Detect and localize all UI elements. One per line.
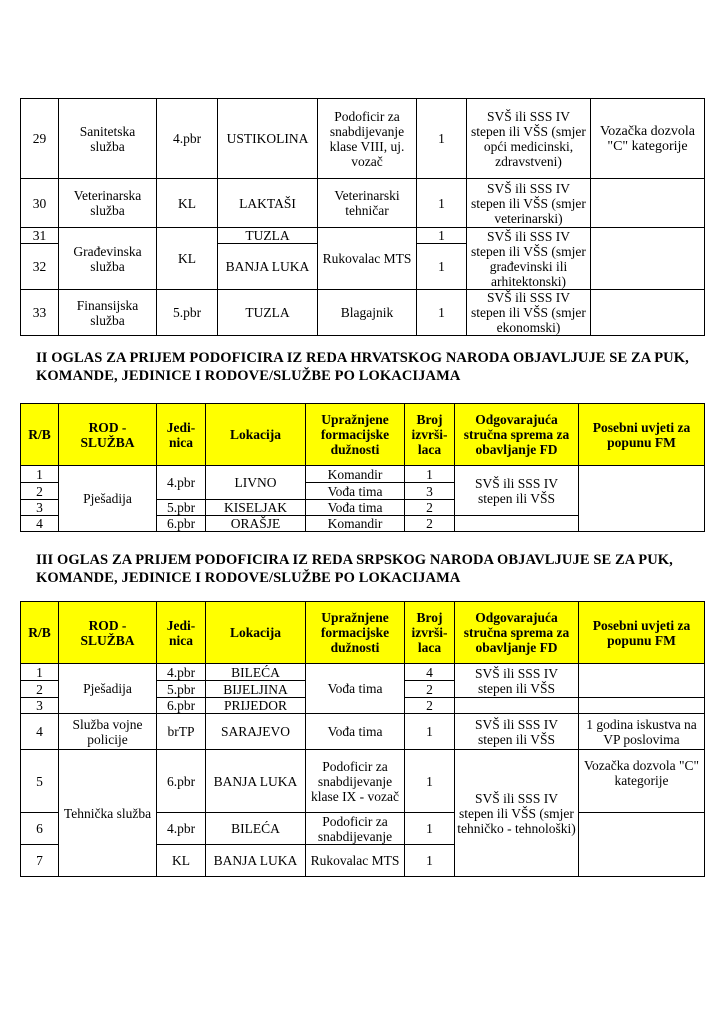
lokacija-cell: ORAŠJE bbox=[206, 516, 306, 532]
lokacija-cell: LAKTAŠI bbox=[218, 179, 318, 228]
header-uvjeti: Posebni uvjeti za popunu FM bbox=[579, 602, 705, 664]
rb-cell: 4 bbox=[21, 516, 59, 532]
broj-cell: 1 bbox=[417, 99, 467, 179]
rb-cell: 3 bbox=[21, 698, 59, 714]
table-row bbox=[21, 99, 705, 179]
uvjeti-cell: 1 godina iskustva na VP poslovima bbox=[579, 714, 705, 750]
table-row bbox=[21, 714, 705, 750]
duznost-cell: Podoficir za snabdijevanje klase VIII, uj. vozač bbox=[318, 99, 417, 179]
lokacija-cell: BILEĆA bbox=[206, 813, 306, 845]
broj-cell: 1 bbox=[417, 290, 467, 336]
rod-cell: Veterinarska služba bbox=[59, 179, 157, 228]
header-jedinica: Jedi- nica bbox=[157, 602, 206, 664]
duznost-cell: Vođa tima bbox=[306, 714, 405, 750]
rb-cell: 32 bbox=[21, 244, 59, 290]
uvjeti-cell bbox=[591, 179, 705, 228]
duznost-cell: Vođa tima bbox=[306, 500, 405, 516]
rb-cell: 5 bbox=[21, 750, 59, 813]
lokacija-cell: PRIJEDOR bbox=[206, 698, 306, 714]
rb-cell: 4 bbox=[21, 714, 59, 750]
rb-cell: 2 bbox=[21, 681, 59, 698]
sprema-cell: SVŠ ili SSS IV stepen ili VŠS bbox=[455, 714, 579, 750]
jedinica-cell: 4.pbr bbox=[157, 664, 206, 681]
table-srpski bbox=[20, 601, 705, 877]
lokacija-cell: BILEĆA bbox=[206, 664, 306, 681]
header-jedinica: Jedi- nica bbox=[157, 404, 206, 466]
header-rb: R/B bbox=[21, 602, 59, 664]
broj-cell: 1 bbox=[405, 714, 455, 750]
rod-cell: Sanitetska služba bbox=[59, 99, 157, 179]
header-rb: R/B bbox=[21, 404, 59, 466]
table-hrvatski bbox=[20, 403, 705, 532]
rb-cell: 3 bbox=[21, 500, 59, 516]
duznost-cell: Komandir bbox=[306, 466, 405, 483]
rb-cell: 1 bbox=[21, 466, 59, 483]
broj-cell: 2 bbox=[405, 516, 455, 532]
jedinica-cell: 6.pbr bbox=[157, 750, 206, 813]
broj-cell: 1 bbox=[405, 813, 455, 845]
lokacija-cell: SARAJEVO bbox=[206, 714, 306, 750]
broj-cell: 1 bbox=[405, 750, 455, 813]
rb-cell: 31 bbox=[21, 228, 59, 244]
sprema-cell bbox=[455, 698, 579, 714]
sprema-cell: SVŠ ili SSS IV stepen ili VŠS bbox=[455, 664, 579, 698]
duznost-cell: Podoficir za snabdijevanje klase IX - vozač bbox=[306, 750, 405, 813]
jedinica-cell: KL bbox=[157, 845, 206, 877]
broj-cell: 4 bbox=[405, 664, 455, 681]
sprema-cell: SVŠ ili SSS IV stepen ili VŠS (smjer opći medicinski, zdravstveni) bbox=[467, 99, 591, 179]
rb-cell: 1 bbox=[21, 664, 59, 681]
uvjeti-cell bbox=[579, 466, 705, 532]
lokacija-cell: USTIKOLINA bbox=[218, 99, 318, 179]
broj-cell: 3 bbox=[405, 483, 455, 500]
jedinica-cell: 4.pbr bbox=[157, 813, 206, 845]
lokacija-cell: BANJA LUKA bbox=[218, 244, 318, 290]
uvjeti-cell bbox=[579, 813, 705, 877]
jedinica-cell: brTP bbox=[157, 714, 206, 750]
header-lokacija: Lokacija bbox=[206, 602, 306, 664]
uvjeti-cell bbox=[591, 290, 705, 336]
sprema-cell: SVŠ ili SSS IV stepen ili VŠS (smjer veterinarski) bbox=[467, 179, 591, 228]
broj-cell: 2 bbox=[405, 500, 455, 516]
jedinica-cell: 4.pbr bbox=[157, 466, 206, 500]
header-lokacija: Lokacija bbox=[206, 404, 306, 466]
header-duznosti: Upražnjene formacijske dužnosti bbox=[306, 404, 405, 466]
broj-cell: 1 bbox=[417, 244, 467, 290]
sprema-cell: SVŠ ili SSS IV stepen ili VŠS bbox=[455, 466, 579, 516]
jedinica-cell: 6.pbr bbox=[157, 516, 206, 532]
rod-cell: Pješadija bbox=[59, 664, 157, 714]
sprema-cell: SVŠ ili SSS IV stepen ili VŠS (smjer tehničko - tehnološki) bbox=[455, 750, 579, 877]
rod-cell: Finansijska služba bbox=[59, 290, 157, 336]
uvjeti-cell: Vozačka dozvola "C" kategorije bbox=[579, 750, 705, 813]
header-sprema: Odgovarajuća stručna sprema za obavljanje FD bbox=[455, 404, 579, 466]
broj-cell: 1 bbox=[405, 845, 455, 877]
rb-cell: 2 bbox=[21, 483, 59, 500]
header-row bbox=[21, 404, 705, 466]
jedinica-cell: 5.pbr bbox=[157, 500, 206, 516]
broj-cell: 1 bbox=[405, 466, 455, 483]
jedinica-cell: 4.pbr bbox=[157, 99, 218, 179]
duznost-cell: Rukovalac MTS bbox=[306, 845, 405, 877]
uvjeti-cell bbox=[591, 228, 705, 290]
sprema-cell: SVŠ ili SSS IV stepen ili VŠS (smjer ekonomski) bbox=[467, 290, 591, 336]
jedinica-cell: 5.pbr bbox=[157, 681, 206, 698]
table-continuation bbox=[20, 98, 705, 336]
jedinica-cell: KL bbox=[157, 228, 218, 290]
rb-cell: 33 bbox=[21, 290, 59, 336]
header-duznosti: Upražnjene formacijske dužnosti bbox=[306, 602, 405, 664]
rb-cell: 30 bbox=[21, 179, 59, 228]
table-row bbox=[21, 664, 705, 681]
rb-cell: 29 bbox=[21, 99, 59, 179]
section-ii-heading: II OGLAS ZA PRIJEM PODOFICIRA IZ REDA HRVATSKOG NARODA OBJAVLJUJE SE ZA PUK, KOMANDE, JEDINICE I RODOVE/SLUŽBE PO LOKACIJAMA bbox=[36, 350, 689, 384]
lokacija-cell: BANJA LUKA bbox=[206, 750, 306, 813]
table-row bbox=[21, 179, 705, 228]
uvjeti-cell: Vozačka dozvola "C" kategorije bbox=[591, 99, 705, 179]
header-row bbox=[21, 602, 705, 664]
duznost-cell: Veterinarski tehničar bbox=[318, 179, 417, 228]
lokacija-cell: TUZLA bbox=[218, 228, 318, 244]
rod-cell: Pješadija bbox=[59, 466, 157, 532]
rod-cell: Tehnička služba bbox=[59, 750, 157, 877]
header-rod: ROD - SLUŽBA bbox=[59, 602, 157, 664]
lokacija-cell: TUZLA bbox=[218, 290, 318, 336]
section-iii-heading: III OGLAS ZA PRIJEM PODOFICIRA IZ REDA SRPSKOG NARODA OBJAVLJUJE SE ZA PUK, KOMANDE, JEDINICE I RODOVE/SLUŽBE PO LOKACIJAMA bbox=[36, 552, 673, 586]
broj-cell: 2 bbox=[405, 681, 455, 698]
header-rod: ROD - SLUŽBA bbox=[59, 404, 157, 466]
lokacija-cell: LIVNO bbox=[206, 466, 306, 500]
rb-cell: 6 bbox=[21, 813, 59, 845]
rb-cell: 7 bbox=[21, 845, 59, 877]
uvjeti-cell bbox=[579, 664, 705, 698]
duznost-cell: Vođa tima bbox=[306, 483, 405, 500]
duznost-cell: Vođa tima bbox=[306, 664, 405, 714]
table-row bbox=[21, 228, 705, 244]
duznost-cell: Komandir bbox=[306, 516, 405, 532]
header-sprema: Odgovarajuća stručna sprema za obavljanje FD bbox=[455, 602, 579, 664]
sprema-cell: SVŠ ili SSS IV stepen ili VŠS (smjer građevinski ili arhitektonski) bbox=[467, 228, 591, 290]
header-broj: Broj izvrši- laca bbox=[405, 602, 455, 664]
header-broj: Broj izvrši- laca bbox=[405, 404, 455, 466]
table-row bbox=[21, 750, 705, 813]
rod-cell: Služba vojne policije bbox=[59, 714, 157, 750]
lokacija-cell: BIJELJINA bbox=[206, 681, 306, 698]
duznost-cell: Blagajnik bbox=[318, 290, 417, 336]
duznost-cell: Podoficir za snabdijevanje bbox=[306, 813, 405, 845]
header-uvjeti: Posebni uvjeti za popunu FM bbox=[579, 404, 705, 466]
jedinica-cell: 5.pbr bbox=[157, 290, 218, 336]
jedinica-cell: 6.pbr bbox=[157, 698, 206, 714]
table-row bbox=[21, 290, 705, 336]
duznost-cell: Rukovalac MTS bbox=[318, 228, 417, 290]
rod-cell: Građevinska služba bbox=[59, 228, 157, 290]
broj-cell: 2 bbox=[405, 698, 455, 714]
broj-cell: 1 bbox=[417, 228, 467, 244]
uvjeti-cell bbox=[579, 698, 705, 714]
jedinica-cell: KL bbox=[157, 179, 218, 228]
sprema-cell bbox=[455, 516, 579, 532]
table-row bbox=[21, 466, 705, 483]
lokacija-cell: BANJA LUKA bbox=[206, 845, 306, 877]
broj-cell: 1 bbox=[417, 179, 467, 228]
lokacija-cell: KISELJAK bbox=[206, 500, 306, 516]
